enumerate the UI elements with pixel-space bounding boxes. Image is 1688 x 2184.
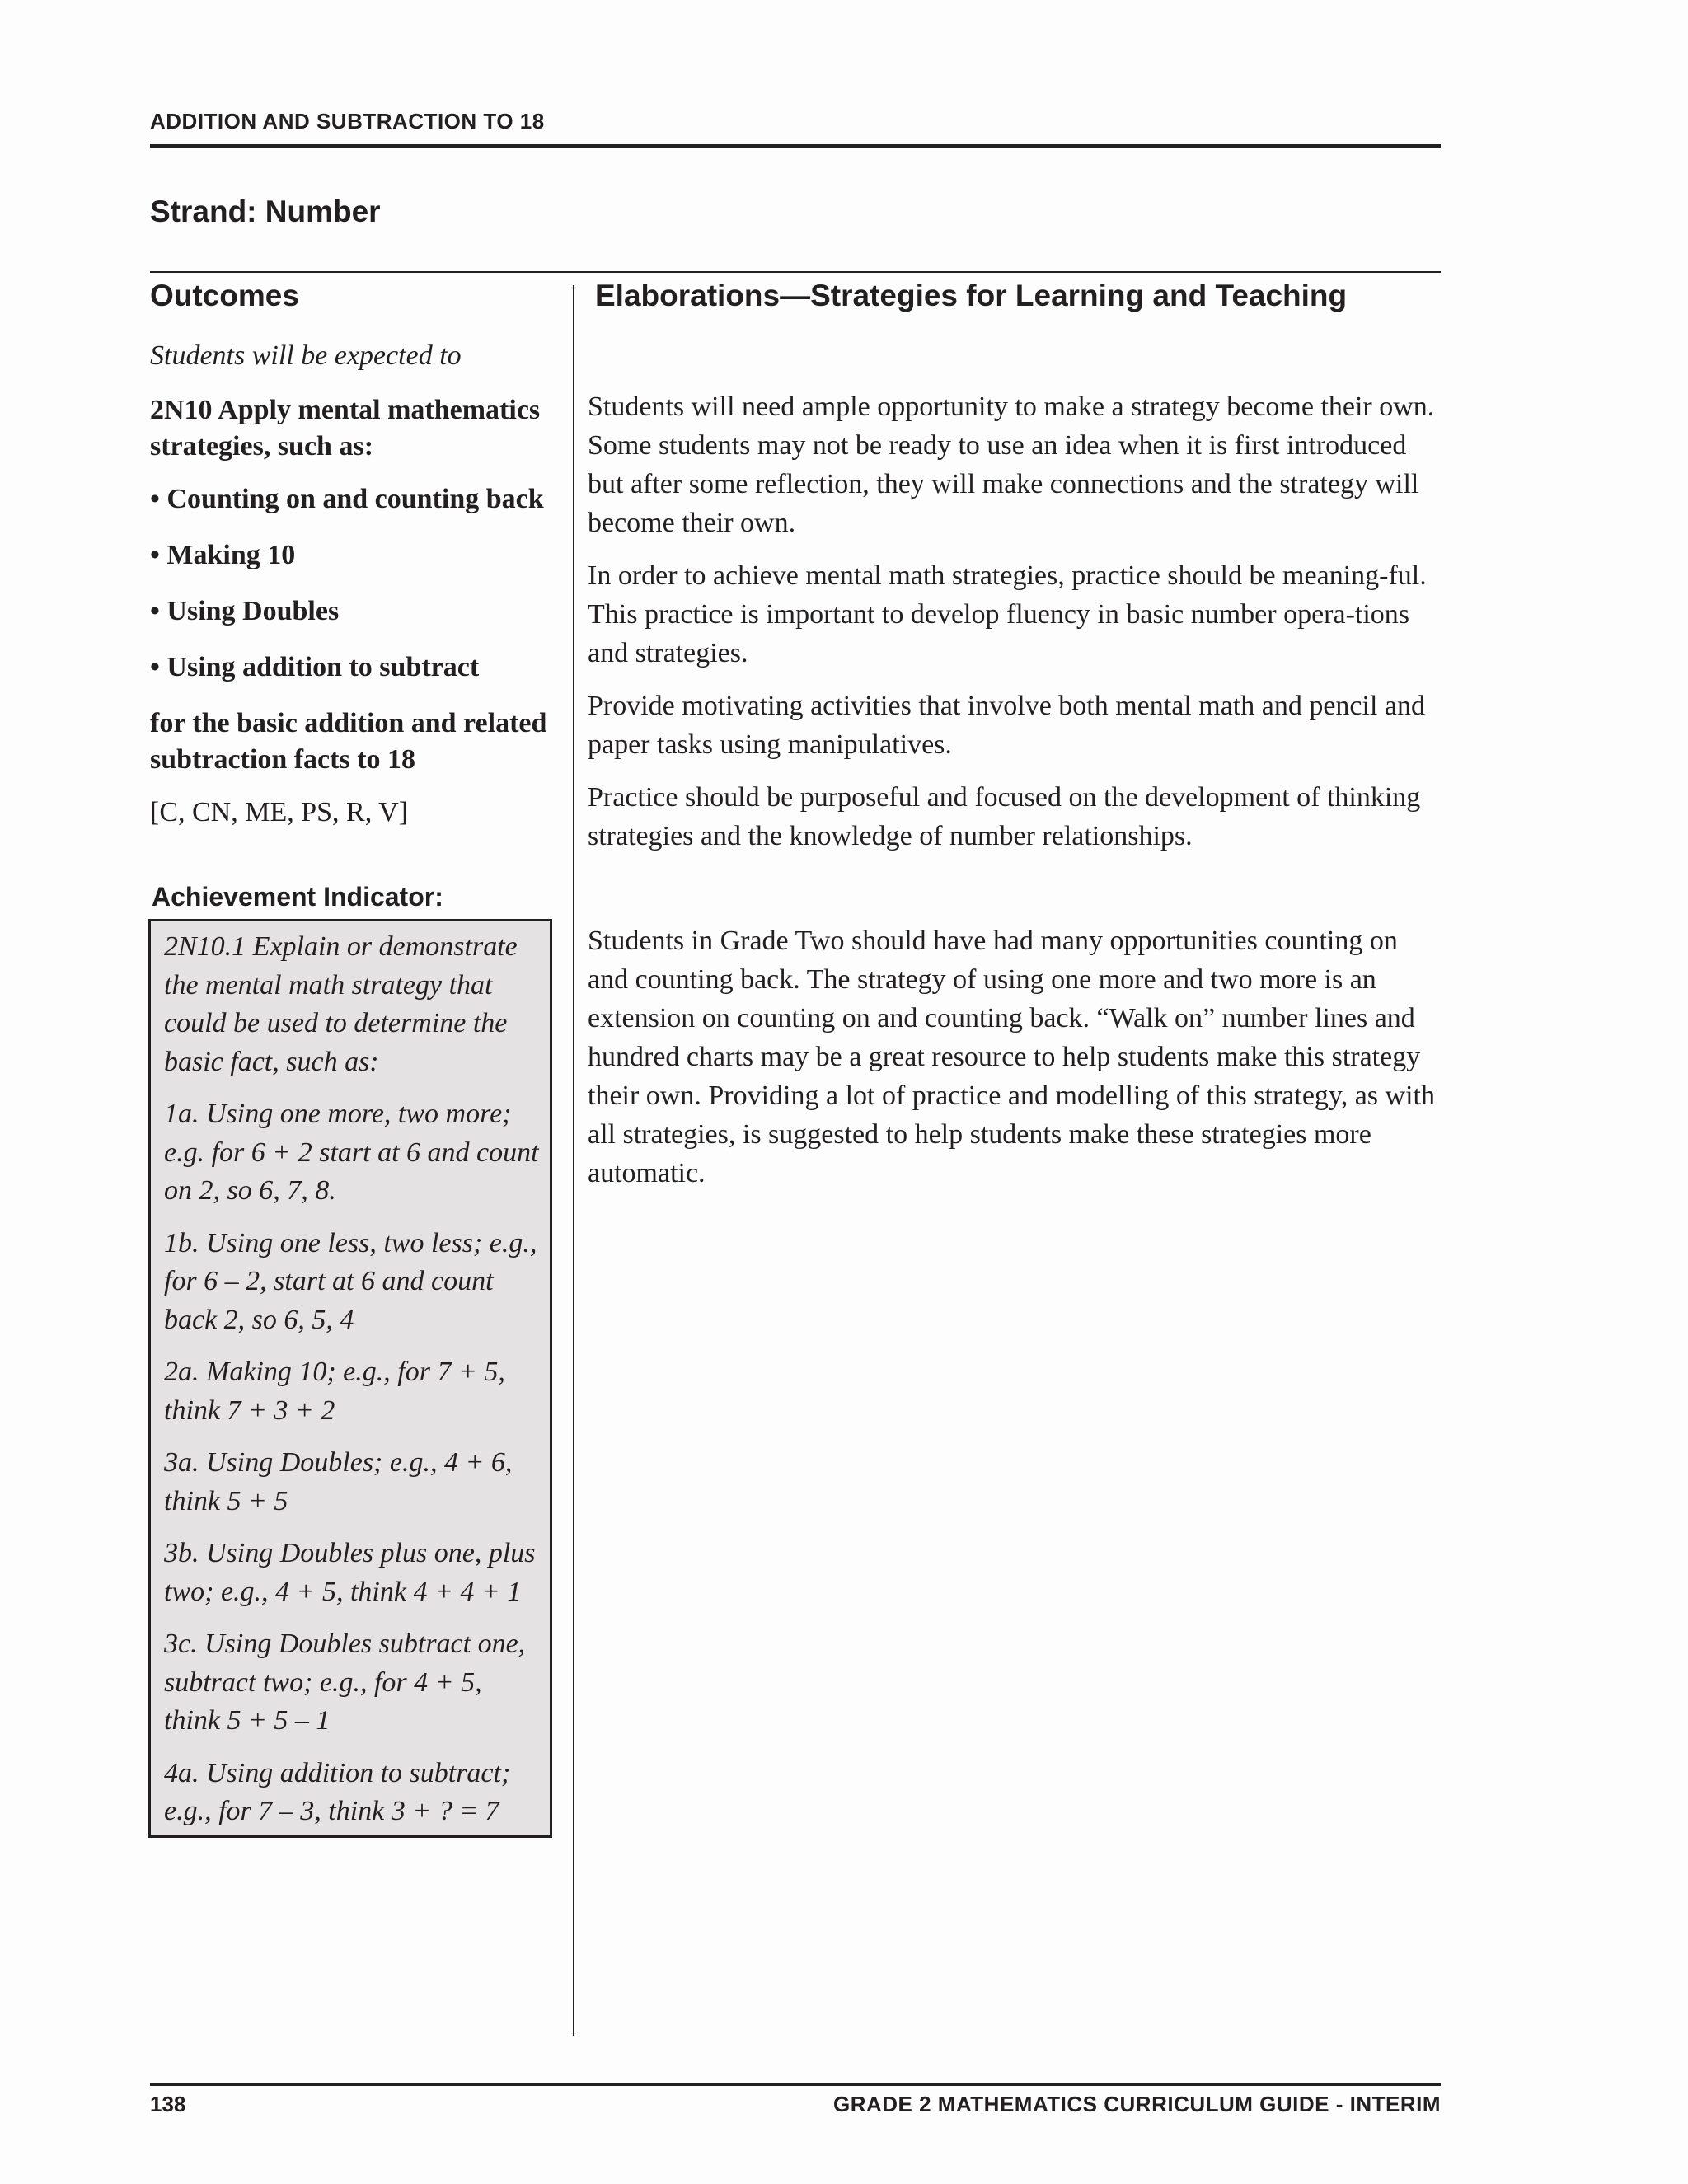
header-rule <box>150 144 1441 148</box>
strategy-bullet: • Using Doubles <box>150 596 340 626</box>
achievement-item: 2a. Making 10; e.g., for 7 + 5, think 7 + 3 + 2 <box>164 1357 505 1426</box>
achievement-item: 1b. Using one less, two less; e.g., for 6 – 2, start at 6 and count back 2, so 6, 5, 4 <box>164 1227 537 1335</box>
achievement-item: 3b. Using Doubles plus one, plus two; e.g., 4 + 5, think 4 + 4 + 1 <box>164 1538 536 1607</box>
achievement-item: 2N10.1 Explain or demonstrate the mental math strategy that could be used to determine the basic fact, such as: <box>164 931 518 1077</box>
elaboration-paragraph: Practice should be purposeful and focused on the development of thinking strategies and the knowledge of number relationships. <box>588 782 1421 851</box>
outcome-closing: for the basic addition and related subtraction facts to 18 <box>150 708 547 775</box>
strand-title: Strand: Number <box>150 194 381 228</box>
elaboration-paragraph: Students will need ample opportunity to make a strategy become their own. Some students may not be ready to use an idea when it is first introduced but after some reflection, they will make connections and the strategy will become their own. <box>588 391 1435 538</box>
elaborations-column <box>588 387 1445 1207</box>
achievement-heading: Achievement Indicator: <box>152 882 443 912</box>
achievement-item: 4a. Using addition to subtract; e.g., for 7 – 3, think 3 + ? = 7 <box>164 1757 511 1826</box>
strategy-bullet: • Counting on and counting back <box>150 484 544 514</box>
outcome-statement: 2N10 Apply mental mathematics strategies, such as: <box>150 395 541 462</box>
outcomes-column <box>150 338 562 847</box>
strategy-bullet: • Using addition to subtract <box>150 652 480 682</box>
process-codes: [C, CN, ME, PS, R, V] <box>150 797 408 827</box>
footer-title: GRADE 2 MATHEMATICS CURRICULUM GUIDE - INTERIM <box>832 2092 1441 2116</box>
achievement-item: 3c. Using Doubles subtract one, subtract two; e.g., for 4 + 5, think 5 + 5 – 1 <box>164 1629 526 1736</box>
achievement-item: 1a. Using one more, two more; e.g. for 6 + 2 start at 6 and count on 2, so 6, 7, 8. <box>164 1099 539 1206</box>
strategy-bullet: • Making 10 <box>150 540 296 570</box>
elaboration-paragraph: Students in Grade Two should have had many opportunities counting on and counting back. The strategy of using one more and two more is an extension on counting on and counting back. “Walk on” number lines and hundred charts may be a great resource to help students make this strategy their own. Providing a lot of practice and modelling of this strategy, as with all strategies, is suggested to help students make these strategies more automatic. <box>588 926 1435 1188</box>
outcomes-intro: Students will be expected to <box>150 340 462 371</box>
column-divider <box>573 285 574 2036</box>
elaboration-paragraph: In order to achieve mental math strategies, practice should be meaning-ful. This practice is important to develop fluency in basic number opera-tions and strategies. <box>588 560 1427 668</box>
running-header: ADDITION AND SUBTRACTION TO 18 <box>150 109 545 134</box>
outcomes-heading: Outcomes <box>150 279 299 312</box>
elaboration-paragraph: Provide motivating activities that involve both mental math and pencil and paper tasks using manipulatives. <box>588 691 1425 760</box>
footer-rule <box>150 2083 1441 2086</box>
section-rule <box>150 271 1441 273</box>
page-number: 138 <box>150 2092 186 2116</box>
achievement-item: 3a. Using Doubles; e.g., 4 + 6, think 5 + 5 <box>164 1447 513 1516</box>
achievement-box <box>148 919 552 1838</box>
elaborations-heading: Elaborations—Strategies for Learning and Teaching <box>595 279 1348 312</box>
